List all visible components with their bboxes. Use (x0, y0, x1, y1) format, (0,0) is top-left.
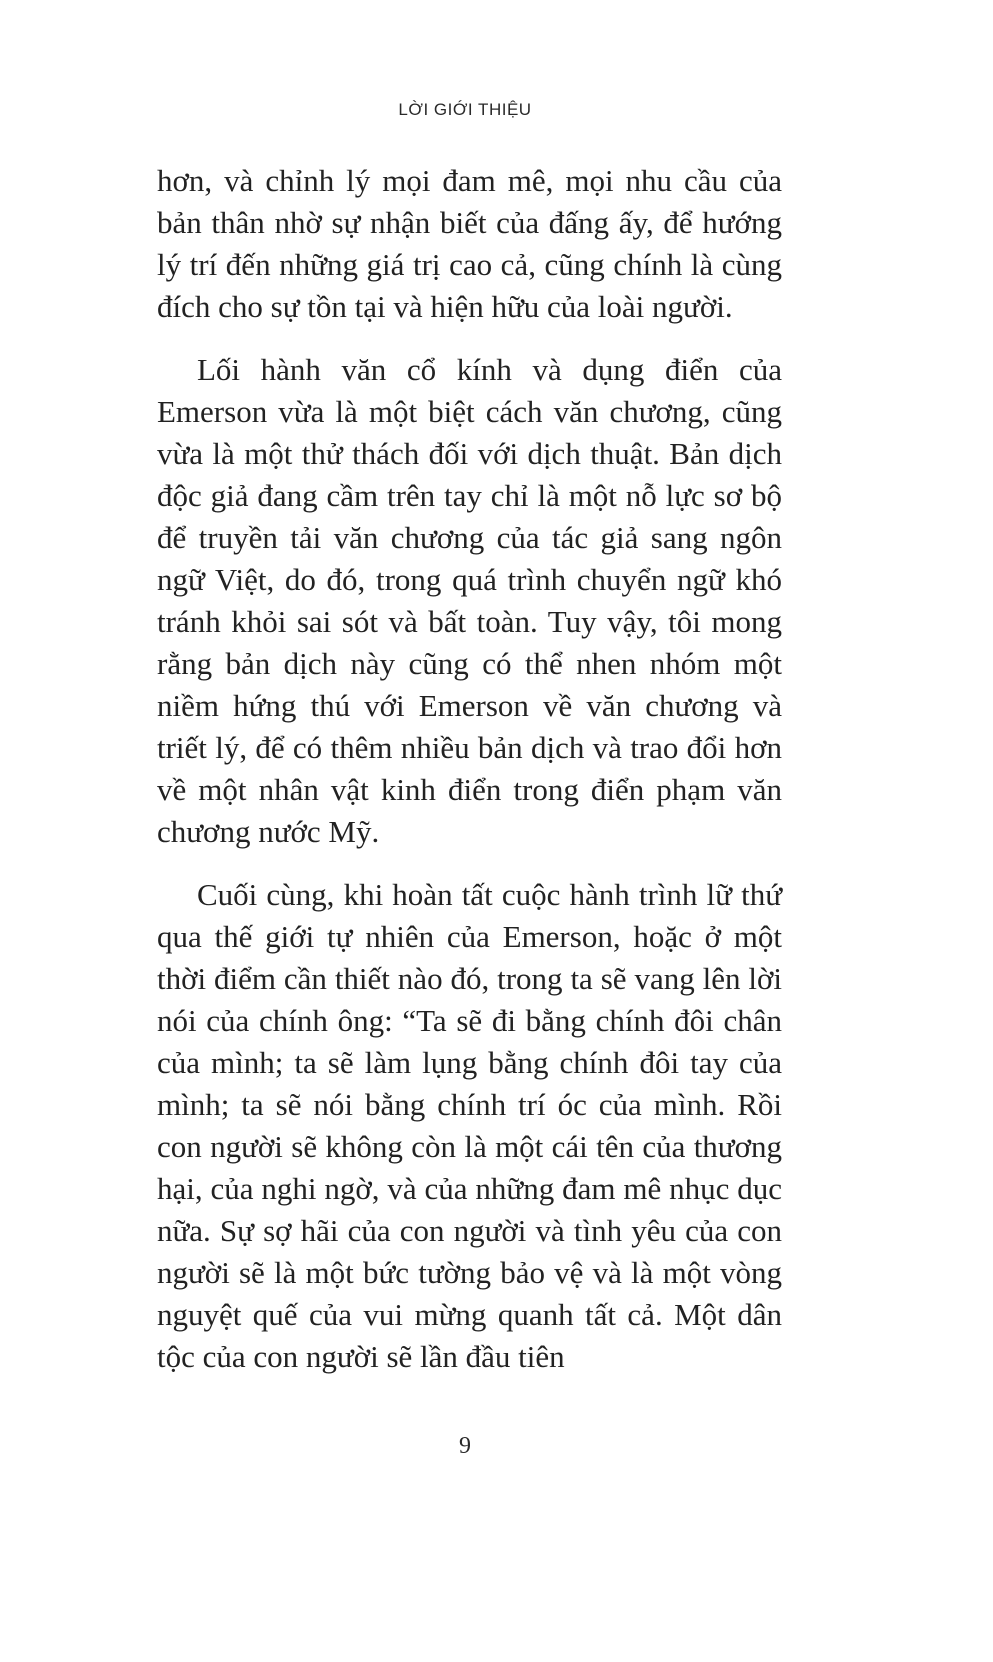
paragraph-continued: hơn, và chỉnh lý mọi đam mê, mọi nhu cầu của bản thân nhờ sự nhận biết của đấng ấy, để hướng lý trí đến những giá trị cao cả, cũng chính là cùng đích cho sự tồn tại và hiện hữu của loài người. (157, 163, 782, 324)
paragraph-closing-quote: Cuối cùng, khi hoàn tất cuộc hành trình lữ thứ qua thế giới tự nhiên của Emerson, hoặc ở một thời điểm cần thiết nào đó, trong ta sẽ vang lên lời nói của chính ông: “Ta sẽ đi bằng chính đôi chân của mình; ta sẽ làm lụng bằng chính đôi tay của mình; ta sẽ nói bằng chính trí óc của mình. Rồi con người sẽ không còn là một cái tên của thương hại, của nghi ngờ, và của những đam mê nhục dục nữa. Sự sợ hãi của con người và tình yêu của con người sẽ là một bức tường bảo vệ và là một vòng nguyệt quế của vui mừng quanh tất cả. Một dân tộc của con người sẽ lần đầu tiên (157, 877, 782, 1374)
paragraph-translation-note: Lối hành văn cổ kính và dụng điển của Emerson vừa là một biệt cách văn chương, cũng vừa là một thử thách đối với dịch thuật. Bản dịch độc giả đang cầm trên tay chỉ là một nỗ lực sơ bộ để truyền tải văn chương của tác giả sang ngôn ngữ Việt, do đó, trong quá trình chuyển ngữ khó tránh khỏi sai sót và bất toàn. Tuy vậy, tôi mong rằng bản dịch này cũng có thể nhen nhóm một niềm hứng thú với Emerson về văn chương và triết lý, để có thêm nhiều bản dịch và trao đổi hơn về một nhân vật kinh điển trong điển phạm văn chương nước Mỹ. (157, 352, 782, 849)
running-header: LỜI GIỚI THIỆU (398, 100, 532, 119)
page-number: 9 (459, 1433, 471, 1459)
body-text (157, 160, 782, 1378)
